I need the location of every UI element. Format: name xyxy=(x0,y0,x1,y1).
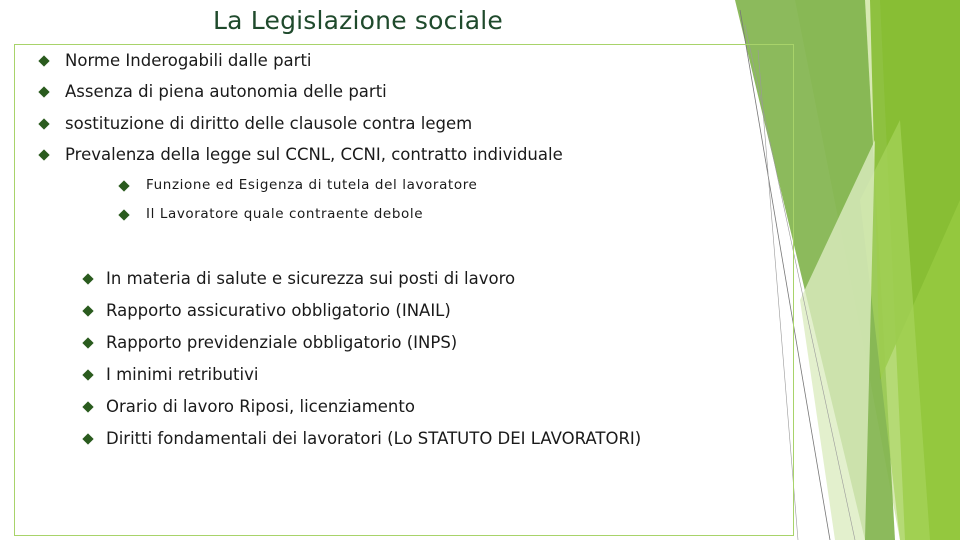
sub-bullet-item: Il Lavoratore quale contraente debole xyxy=(146,206,424,222)
bullet-item: Diritti fondamentali dei lavoratori (Lo STATUTO DEI LAVORATORI) xyxy=(106,429,642,448)
bullet-item: Assenza di piena autonomia delle parti xyxy=(65,82,387,101)
bullet-item: sostituzione di diritto delle clausole contra legem xyxy=(65,114,473,133)
bullet-item: I minimi retributivi xyxy=(106,365,259,384)
bullet-item: Rapporto assicurativo obbligatorio (INAIL) xyxy=(106,301,451,320)
slide-title: La Legislazione sociale xyxy=(213,6,503,35)
sub-bullet-item: Funzione ed Esigenza di tutela del lavoratore xyxy=(146,177,478,193)
bullet-item: Rapporto previdenziale obbligatorio (INPS) xyxy=(106,333,458,352)
bullet-item: Norme Inderogabili dalle parti xyxy=(65,51,312,70)
bullet-item: Prevalenza della legge sul CCNL, CCNI, contratto individuale xyxy=(65,145,563,164)
bullet-item: Orario di lavoro Riposi, licenziamento xyxy=(106,397,415,416)
bullet-item: In materia di salute e sicurezza sui posti di lavoro xyxy=(106,269,516,288)
